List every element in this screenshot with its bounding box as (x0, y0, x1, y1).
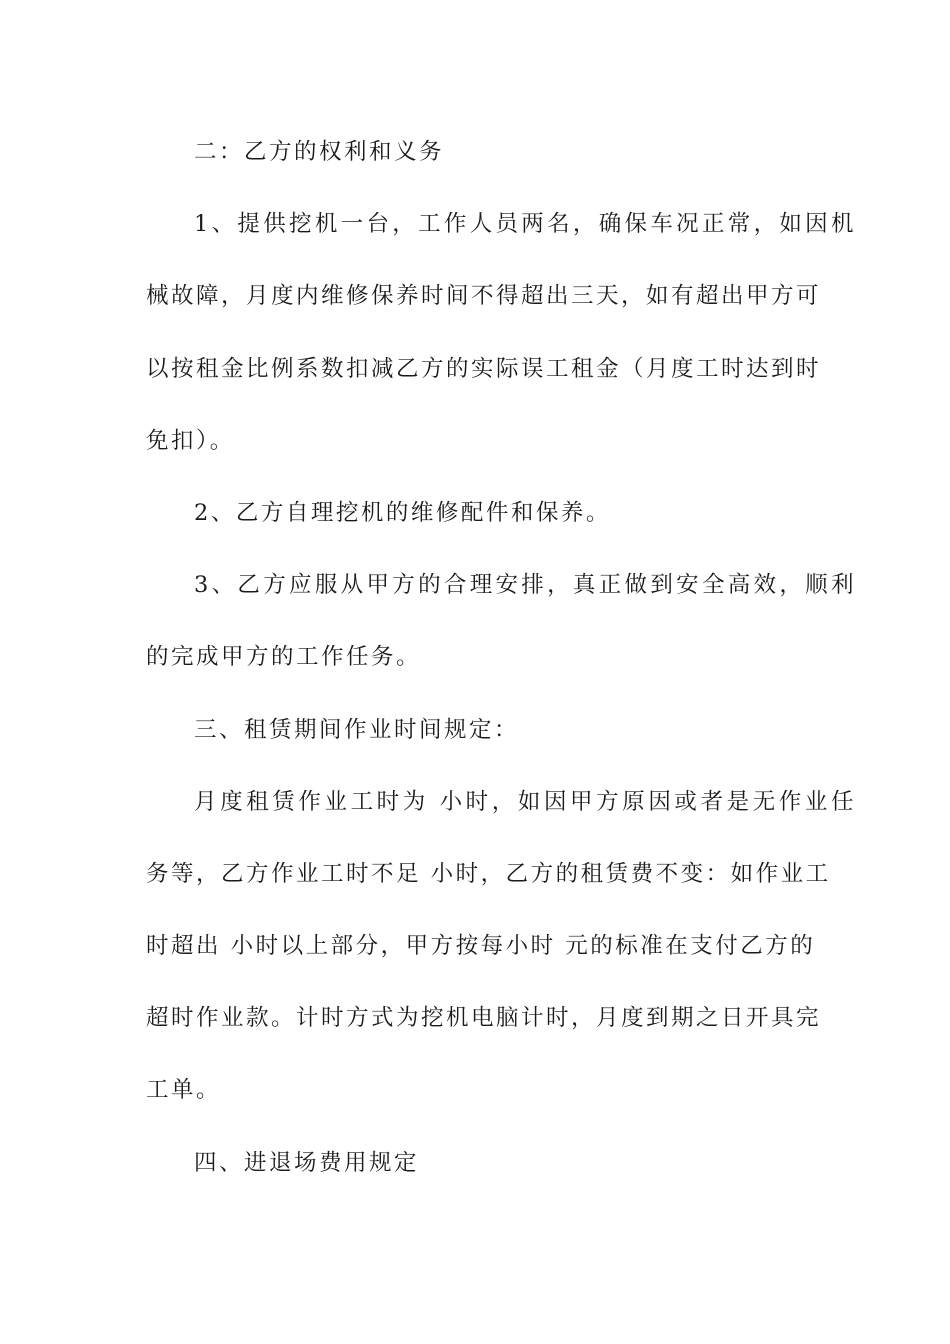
document-page (146, 128, 856, 1211)
section-heading-2: 二：乙方的权利和义务 (194, 139, 445, 165)
paragraph-line: 的完成甲方的工作任务。 (146, 644, 422, 671)
paragraph-line: 工单。 (146, 1077, 222, 1104)
paragraph-line: 时超出 小时以上部分，甲方按每小时 元的标准在支付乙方的 (146, 933, 816, 960)
paragraph-line: 月度租赁作业工时为 小时，如因甲方原因或者是无作业任 (194, 788, 856, 815)
paragraph-line: 免扣）。 (146, 427, 235, 454)
paragraph-line: 2、乙方自理挖机的维修配件和保养。 (194, 499, 611, 526)
paragraph-line: 务等，乙方作业工时不足 小时，乙方的租赁费不变：如作业工 (146, 860, 831, 887)
section-heading-4: 四、进退场费用规定 (194, 1149, 420, 1176)
paragraph-line: 械故障，月度内维修保养时间不得超出三天，如有超出甲方可 (146, 283, 822, 310)
paragraph-line: 3、乙方应服从甲方的合理安排，真正做到安全高效，顺利 (194, 572, 856, 599)
paragraph-line: 超时作业款。计时方式为挖机电脑计时，月度到期之日开具完 (146, 1005, 822, 1032)
section-heading-3: 三、租赁期间作业时间规定： (194, 716, 520, 743)
paragraph-line: 以按租金比例系数扣减乙方的实际误工租金（月度工时达到时 (146, 355, 822, 382)
paragraph-line: 1、提供挖机一台，工作人员两名，确保车况正常，如因机 (194, 211, 856, 238)
